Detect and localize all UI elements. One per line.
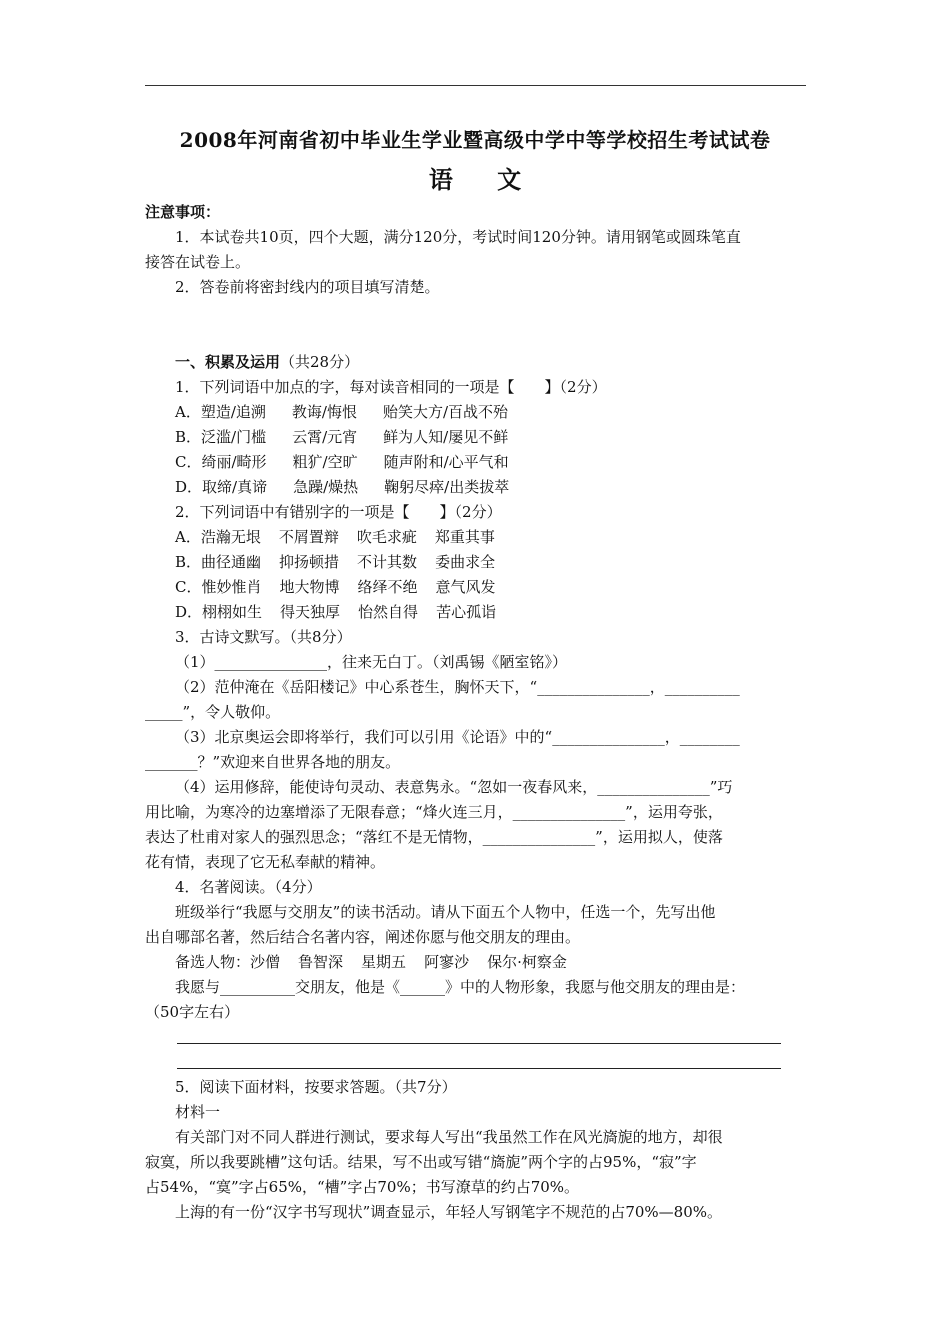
q2-option-d: D．栩栩如生 得天独厚 怡然自得 苦心孤诣 (175, 603, 497, 621)
q1-option-d: D．取缔/真谛 急躁/燥热 鞠躬尽瘁/出类拔萃 (175, 478, 510, 496)
q4-body-cont: 出自哪部名著，然后结合名著内容，阐述你愿与他交朋友的理由。 (145, 928, 581, 946)
q5-material-1-label: 材料一 (175, 1103, 221, 1121)
q3-part-3: （3）北京奥运会即将举行，我们可以引用《论语》中的“_______________，________ (175, 728, 740, 746)
notice-item-1: 1．本试卷共10页，四个大题，满分120分，考试时间120分钟。请用钢笔或圆珠笔直 (175, 228, 741, 246)
section-1-heading (145, 350, 807, 375)
header-rule (145, 85, 806, 86)
notice-item-1-cont: 接答在试卷上。 (145, 253, 251, 271)
q1-stem: 1．下列词语中加点的字，每对读音相同的一项是【 】（2分） (175, 378, 607, 396)
q4-answer-prompt: 我愿与__________交朋友，他是《______》中的人物形象，我愿与他交朋友的理由是： (175, 978, 746, 996)
q2-stem: 2．下列词语中有错别字的一项是【 】（2分） (175, 503, 502, 521)
q4-body: 班级举行“我愿与交朋友”的读书活动。请从下面五个人物中，任选一个，先写出他 (175, 903, 716, 921)
notice-item-2: 2．答卷前将密封线内的项目填写清楚。 (175, 278, 440, 296)
q3-part-1: （1）_______________，往来无白丁。（刘禹锡《陋室铭》） (175, 653, 568, 671)
q2-option-c: C．惟妙惟肖 地大物博 络绎不绝 意气风发 (175, 578, 496, 596)
spacer (145, 300, 807, 348)
q1-option-c: C．绮丽/畸形 粗犷/空旷 随声附和/心平气和 (175, 453, 509, 471)
q3-stem: 3．古诗文默写。（共8分） (175, 628, 352, 646)
subject-title: 语 文 (428, 165, 540, 194)
q4-answer-line-1[interactable] (145, 1025, 807, 1050)
notice-heading: 注意事项： (145, 203, 221, 221)
q2-option-a: A．浩瀚无垠 不屑置辩 吹毛求疵 郑重其事 (175, 528, 495, 546)
q3-part-2: （2）范仲淹在《岳阳楼记》中心系苍生，胸怀天下，“_______________，__________ (175, 678, 740, 696)
section-1-title: 一、积累及运用 (175, 353, 281, 371)
exam-title: 2008年河南省初中毕业生学业暨高级中学中等学校招生考试试卷 (179, 128, 771, 152)
q3-part-4-cont-3: 花有情，表现了它无私奉献的精神。 (145, 853, 386, 871)
q4-answer-length: （50字左右） (145, 1003, 240, 1021)
q4-stem: 4．名著阅读。（4分） (175, 878, 322, 896)
q5-material-1-p1-cont-1: 寂寞，所以我要跳槽”这句话。结果，写不出或写错“旖旎”两个字的占95%，“寂”字 (145, 1153, 697, 1171)
q2-option-b: B．曲径通幽 抑扬顿措 不计其数 委曲求全 (175, 553, 496, 571)
q3-part-2-cont: _____”，令人敬仰。 (145, 703, 281, 721)
q5-material-1-p1-cont-2: 占54%，“寞”字占65%，“槽”字占70%；书写潦草的约占70%。 (145, 1178, 580, 1196)
section-1-points: （共28分） (280, 353, 360, 371)
q5-material-1-p1: 有关部门对不同人群进行测试，要求每人写出“我虽然工作在风光旖旎的地方，却很 (175, 1128, 723, 1146)
exam-content (145, 200, 807, 1225)
q5-stem: 5．阅读下面材料，按要求答题。（共7分） (175, 1078, 457, 1096)
q5-material-1-p2: 上海的有一份“汉字书写现状”调查显示，年轻人写钢笔字不规范的占70%—80%。 (175, 1203, 723, 1221)
q3-part-3-cont: _______？”欢迎来自世界各地的朋友。 (145, 753, 401, 771)
q3-part-4: （4）运用修辞，能使诗句灵动、表意隽永。“忽如一夜春风来，_______________”巧 (175, 778, 733, 796)
q1-option-a: A．塑造/追溯 教诲/悔恨 贻笑大方/百战不殆 (175, 403, 509, 421)
q4-answer-line-2[interactable] (145, 1050, 807, 1075)
q3-part-4-cont-1: 用比喻，为寒冷的边塞增添了无限春意；“烽火连三月，_______________”，运用夸张， (145, 803, 723, 821)
q1-option-b: B．泛滥/门槛 云霄/元宵 鲜为人知/屡见不鲜 (175, 428, 509, 446)
q3-part-4-cont-2: 表达了杜甫对家人的强烈思念；“落红不是无情物，_______________”，运用拟人，使落 (145, 828, 723, 846)
q4-candidates: 备选人物：沙僧 鲁智深 星期五 阿寥沙 保尔·柯察金 (175, 953, 567, 971)
